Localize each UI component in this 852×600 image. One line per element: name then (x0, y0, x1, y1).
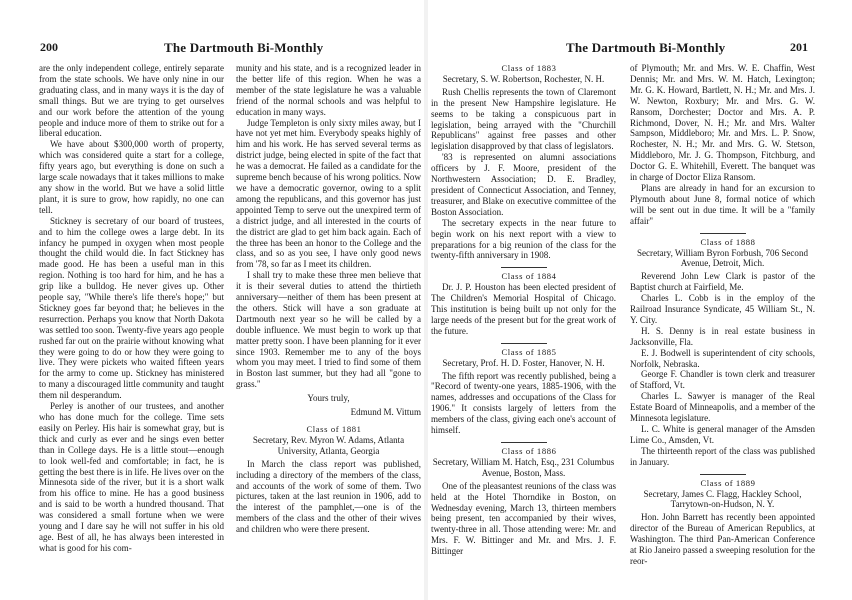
class-heading: Class of 1888 (700, 236, 756, 247)
signature: Edmund M. Vittum (350, 407, 421, 418)
paragraph: of Plymouth; Mr. and Mrs. W. E. Chaffin, West Dennis; Mr. and Mrs. W. M. Hatch, Lexington; Mr. G. K. Howard, Bartlett, N. H.; Mr. and Mrs. J. W. Newton, Roxbury; Mr. and Mrs. G. W. Ransom, Dorchester; Doctor and Mrs. A. P. Richmond, Dover, N. H.; Mr. and Mrs. Walter Sampson, Middleboro; Mr. and Mrs. L. P. Snow, Rochester, N. H.; Mr. and Mrs. G. W. Stetson, Middleboro, Mr. J. G. Thompson, Fitchburg, and Doctor G. E. Whitehill, Everett. The banquet was in charge of Doctor Eliza Ransom. (630, 63, 815, 183)
class-heading: Class of 1881 (306, 424, 362, 434)
paragraph: The fifth report was recently published, being a "Record of twenty-one years, 1885-1906, with the names, addresses and occupations of the Class for 1906." It consists largely of letters from the members of the class, giving each one's account of himself. (431, 370, 616, 436)
paragraph: Dr. J. P. Houston has been elected president of The Children's Memorial Hospital of Chicago. This institution is being built up not only for the large needs of the present but for the great work of the future. (431, 282, 616, 336)
section-divider (501, 267, 547, 268)
paragraph: Charles L. Cobb is in the employ of the Railroad Insurance Syndicate, 45 William St., N. Y. City. (630, 293, 815, 325)
secretary-line: Secretary, William Byron Forbush, 706 Second Avenue, Detroit, Mich. (637, 247, 808, 269)
paragraph: are the only independent college, entirely separate from the state schools. We have only nine in our graduating class, and in many ways it is the day of small things. But we are trying to get ourselves and our work before the attention of the young people and induce more of them to strike out for a liberal education. (39, 63, 224, 139)
paragraph: L. C. White is general manager of the Amsden Lime Co., Amsden, Vt. (630, 424, 815, 445)
secretary-line: Secretary, S. W. Robertson, Rochester, N. H. (442, 73, 605, 84)
secretary-line: Secretary, Rev. Myron W. Adams, Atlanta University, Atlanta, Georgia (252, 434, 405, 456)
paragraph: Rush Chellis represents the town of Claremont in the present New Hampshire legislature. He seems to be taking a conspicuous part in legislation, being arrayed with the "Churchill Republicans" against free passes and other legislation disapproved by that class of legislators. (431, 86, 616, 152)
class-heading: Class of 1884 (501, 271, 557, 282)
paragraph: Hon. John Barrett has recently been appointed director of the Bureau of American Republics, at Washington. The third Pan-American Conference at Rio Janeiro passed a sweeping resolution for the reor- (630, 512, 815, 566)
paragraph: Yours truly, (307, 393, 350, 404)
section-divider (700, 474, 746, 475)
class-heading: Class of 1886 (501, 446, 557, 456)
left-running-header: The Dartmouth Bi-Monthly (164, 40, 324, 55)
paragraph: Reverend John Lew Clark is pastor of the Baptist church at Fairfield, Me. (630, 271, 815, 293)
paragraph: One of the pleasantest reunions of the class was held at the Hotel Thorndike in Boston, on Wednesday evening, March 13, thirteen members being present, ten accompanied by their wives, twenty-three in all. Those attending were: Mr. and Mrs. F. W. Bittinger and Mr. and Mrs. J. F. Bittinger (431, 480, 616, 557)
paragraph: We have about $300,000 worth of property, which was considered quite a start for a college, fifty years ago, but everything is done on such a large scale nowadays that it takes millions to make any show in the world. But we have a solid little plant, it is sure to grow, how rapidly, no one can tell. (39, 139, 224, 215)
secretary-line: Secretary, James C. Flagg, Hackley School, Tarrytown-on-Hudson, N. Y. (643, 488, 802, 510)
class-heading: Class of 1885 (501, 346, 557, 357)
paragraph: Stickney is secretary of our board of trustees, and to him the college owes a large debt. In its infancy he pumped in oxygen when most people thought the child would die. In fact Stickney has made good. He has been a useful man in this region. Nothing is too hard for him, and he has a grip like a bulldog. He never gives up. Other people say, "While there's life there's hope;" but Stickney goes far beyond that; he believes in the resurrection. Perhaps you know that North Dakota was settled too soon. Twenty-five years ago people rushed far out on the prairie without knowing what they were going to do or how they were going to live. They were pickets who waited fifteen years for the army to come up. Stickney has ministered to many a discouraged little community and taught them nil desperandum. (39, 215, 224, 401)
right-page (426, 0, 852, 600)
paragraph: H. S. Denny is in real estate business in Jacksonville, Fla. (630, 325, 815, 347)
secretary-line: Secretary, Prof. H. D. Foster, Hanover, N. H. (442, 357, 605, 368)
left-page-number: 200 (40, 40, 58, 54)
right-column-2 (630, 63, 815, 567)
right-running-header: The Dartmouth Bi-Monthly (566, 40, 726, 55)
paragraph: Charles L. Sawyer is manager of the Real Estate Board of Minneapolis, and a member of the Minnesota legislature. (630, 391, 815, 424)
paragraph: George F. Chandler is town clerk and treasurer of Stafford, Vt. (630, 369, 815, 391)
left-column-1 (39, 63, 224, 554)
right-page-number: 201 (790, 40, 808, 54)
paragraph: I shall try to make these three men believe that it is their several duties to attend the thirtieth anniversary—neither of them has been present at the others. Stick will have a son graduate at Dartmouth next year so he will be called by a double influence. We must begin to work up that matter pretty soon. I have been planning for it ever since 1903. Remember me to any of the boys whom you may meet. I tried to find some of them in Boston last summer, but they had all "gone to grass." (236, 270, 421, 390)
class-heading: Class of 1889 (700, 477, 756, 488)
paragraph: The secretary expects in the near future to begin work on his next report with a view to preparations for a big reunion of the class for the twenty-fifth anniversary in 1908. (431, 217, 616, 261)
paragraph: '83 is represented on alumni associations officers by J. F. Moore, president of the Northwestern Association; D. E. Bradley, president of Connecticut Association, and Tenney, treasurer, and Blake on executive committee of the Boston Association. (431, 152, 616, 217)
secretary-line: Secretary, William M. Hatch, Esq., 231 Columbus Avenue, Boston, Mass. (432, 456, 615, 478)
paragraph: E. J. Bodwell is superintendent of city schools, Norfolk, Nebraska. (630, 347, 815, 369)
paragraph: munity and his state, and is a recognized leader in the better life of this region. When he was a member of the state legislature he was a valuable friend of the normal schools and was helpful to education in many ways. (236, 63, 421, 117)
paragraph: In March the class report was published, including a directory of the members of the class, and accounts of the work of some of them. Two pictures, taken at the last reunion in 1906, add to the interest of the pamphlet,—one is of the members of the class and the other of their wives and children who were there present. (236, 458, 421, 535)
paragraph: Perley is another of our trustees, and another who has done much for the college. Time sets easily on Perley. His hair is somewhat gray, but is thick and curly as ever and he sings even better than in College days. He is a little stout—enough to look well-fed and comfortable; in fact, he is getting the best there is in life. He lives over on the Minnesota side of the river, but it is a short walk from his office to mine. He has a good business and is said to be worth a hundred thousand. That was considered a small fortune when we were young and I dare say he will not suffer in his old age. Best of all, he has always been interested in what is good for his com- (39, 401, 224, 553)
section-divider (501, 343, 547, 344)
paragraph: The thirteenth report of the class was published in January. (630, 445, 815, 467)
class-heading: Class of 1883 (501, 63, 557, 73)
paragraph: Plans are already in hand for an excursion to Plymouth about June 8, formal notice of which will be sent out in due time. It will be a "family affair" (630, 182, 815, 226)
left-column-2 (236, 63, 421, 535)
right-column-1 (431, 63, 616, 557)
section-divider (700, 233, 746, 234)
section-divider (501, 442, 547, 443)
paragraph: Judge Templeton is only sixty miles away, but I have not yet met him. Everybody speaks highly of him and his work. He has served several terms as district judge, being elected in spite of the fact that he was a democrat. He failed as a candidate for the supreme bench because of his wrong politics. Now we have a democratic governor, owing to a split among the republicans, and this governor has just appointed Temp to serve out the unexpired term of a district judge, and all interested in the courts of the district are glad to get him back again. Each of the three has been an honor to the College and the class, and so as you see, I have only good news from '78, so far as I meet its children. (236, 117, 421, 270)
